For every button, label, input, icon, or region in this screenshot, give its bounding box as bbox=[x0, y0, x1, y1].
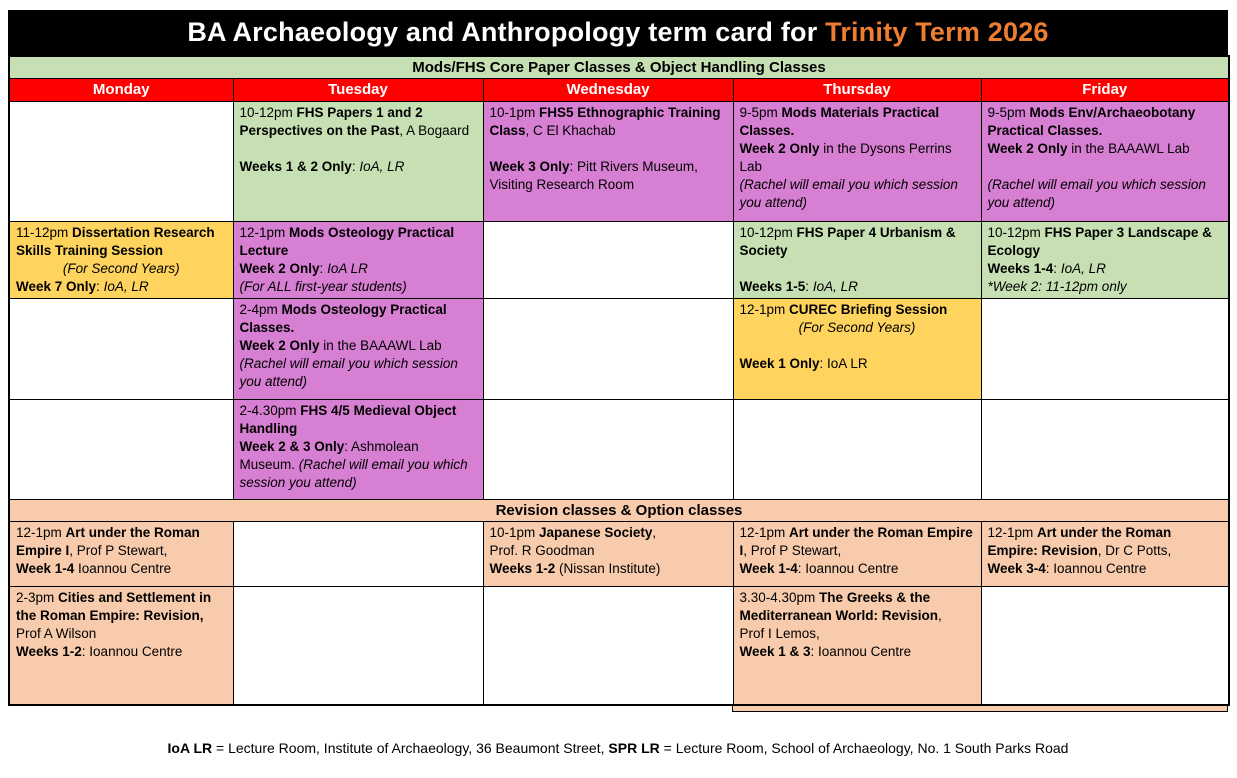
core-cell-monday-1 bbox=[9, 101, 233, 221]
revision-cell-friday-1: 12-1pm Art under the Roman Empire: Revision, Dr C Potts, Week 3-4: Ioannou Centre bbox=[981, 521, 1229, 586]
revision-section-band bbox=[9, 499, 1229, 521]
room-key-footer: IoA LR = Lecture Room, Institute of Archaeology, 36 Beaumont Street, SPR LR = Lecture Room, School of Archaeology, No. 1 South Parks Road bbox=[167, 740, 1069, 756]
core-cell-friday-4 bbox=[981, 399, 1229, 499]
core-cell-friday-3 bbox=[981, 298, 1229, 399]
revision-cell-tuesday-1 bbox=[233, 521, 483, 586]
core-cell-wednesday-3 bbox=[483, 298, 733, 399]
day-header-row bbox=[9, 78, 1229, 101]
core-cell-tuesday-4: 2-4.30pm FHS 4/5 Medieval Object Handling Week 2 & 3 Only: Ashmolean Museum. (Rachel will email you which session you attend) bbox=[233, 399, 483, 499]
core-section-band bbox=[9, 56, 1229, 78]
term-card-table bbox=[8, 55, 1230, 706]
core-cell-thursday-3: 12-1pm CUREC Briefing Session (For Second Years) Week 1 Only: IoA LR bbox=[733, 298, 981, 399]
core-cell-tuesday-1: 10-12pm FHS Papers 1 and 2 Perspectives on the Past, A Bogaard Weeks 1 & 2 Only: IoA, LR bbox=[233, 101, 483, 221]
revision-cell-monday-1: 12-1pm Art under the Roman Empire I, Prof P Stewart, Week 1-4 Ioannou Centre bbox=[9, 521, 233, 586]
core-cell-thursday-1: 9-5pm Mods Materials Practical Classes. Week 2 Only in the Dysons Perrins Lab (Rachel will email you which session you attend) bbox=[733, 101, 981, 221]
core-cell-wednesday-2 bbox=[483, 221, 733, 298]
core-row-1 bbox=[9, 101, 1229, 221]
core-cell-monday-3 bbox=[9, 298, 233, 399]
page-title-text: BA Archaeology and Anthropology term card for bbox=[187, 17, 826, 47]
core-cell-thursday-4 bbox=[733, 399, 981, 499]
revision-cell-wednesday-1: 10-1pm Japanese Society, Prof. R Goodman Weeks 1-2 (Nissan Institute) bbox=[483, 521, 733, 586]
day-header-thursday: Thursday bbox=[733, 78, 981, 101]
revision-row-2 bbox=[9, 586, 1229, 705]
core-row-3 bbox=[9, 298, 1229, 399]
day-header-friday: Friday bbox=[981, 78, 1229, 101]
core-cell-tuesday-3: 2-4pm Mods Osteology Practical Classes. Week 2 Only in the BAAAWL Lab (Rachel will email you which session you attend) bbox=[233, 298, 483, 399]
revision-cell-thursday-1: 12-1pm Art under the Roman Empire I, Prof P Stewart, Week 1-4: Ioannou Centre bbox=[733, 521, 981, 586]
core-row-4 bbox=[9, 399, 1229, 499]
core-cell-thursday-2: 10-12pm FHS Paper 4 Urbanism & Society Weeks 1-5: IoA, LR bbox=[733, 221, 981, 298]
page-title-term: Trinity Term 2026 bbox=[825, 17, 1049, 47]
core-row-2 bbox=[9, 221, 1229, 298]
revision-cell-wednesday-2 bbox=[483, 586, 733, 705]
core-cell-monday-4 bbox=[9, 399, 233, 499]
revision-cell-tuesday-2 bbox=[233, 586, 483, 705]
core-cell-wednesday-1: 10-1pm FHS5 Ethnographic Training Class, C El Khachab Week 3 Only: Pitt Rivers Museum, Visiting Research Room bbox=[483, 101, 733, 221]
core-cell-tuesday-2: 12-1pm Mods Osteology Practical Lecture Week 2 Only: IoA LR (For ALL first-year students) bbox=[233, 221, 483, 298]
day-header-wednesday: Wednesday bbox=[483, 78, 733, 101]
core-cell-wednesday-4 bbox=[483, 399, 733, 499]
bottom-peach-strip bbox=[732, 706, 1228, 712]
revision-cell-monday-2: 2-3pm Cities and Settlement in the Roman Empire: Revision, Prof A Wilson Weeks 1-2: Ioannou Centre bbox=[9, 586, 233, 705]
revision-cell-thursday-2: 3.30-4.30pm The Greeks & the Mediterranean World: Revision, Prof I Lemos, Week 1 & 3: Ioannou Centre bbox=[733, 586, 981, 705]
core-cell-monday-2: 11-12pm Dissertation Research Skills Training Session (For Second Years) Week 7 Only: IoA, LR bbox=[9, 221, 233, 298]
day-header-tuesday: Tuesday bbox=[233, 78, 483, 101]
revision-cell-friday-2 bbox=[981, 586, 1229, 705]
core-cell-friday-2: 10-12pm FHS Paper 3 Landscape & Ecology Weeks 1-4: IoA, LR *Week 2: 11-12pm only bbox=[981, 221, 1229, 298]
core-section-title: Mods/FHS Core Paper Classes & Object Handling Classes bbox=[9, 56, 1229, 78]
core-cell-friday-1: 9-5pm Mods Env/Archaeobotany Practical Classes. Week 2 Only in the BAAAWL Lab (Rachel will email you which session you attend) bbox=[981, 101, 1229, 221]
revision-row-1 bbox=[9, 521, 1229, 586]
revision-section-title: Revision classes & Option classes bbox=[9, 499, 1229, 521]
page-title bbox=[8, 10, 1228, 55]
day-header-monday: Monday bbox=[9, 78, 233, 101]
term-card-sheet bbox=[8, 10, 1228, 756]
